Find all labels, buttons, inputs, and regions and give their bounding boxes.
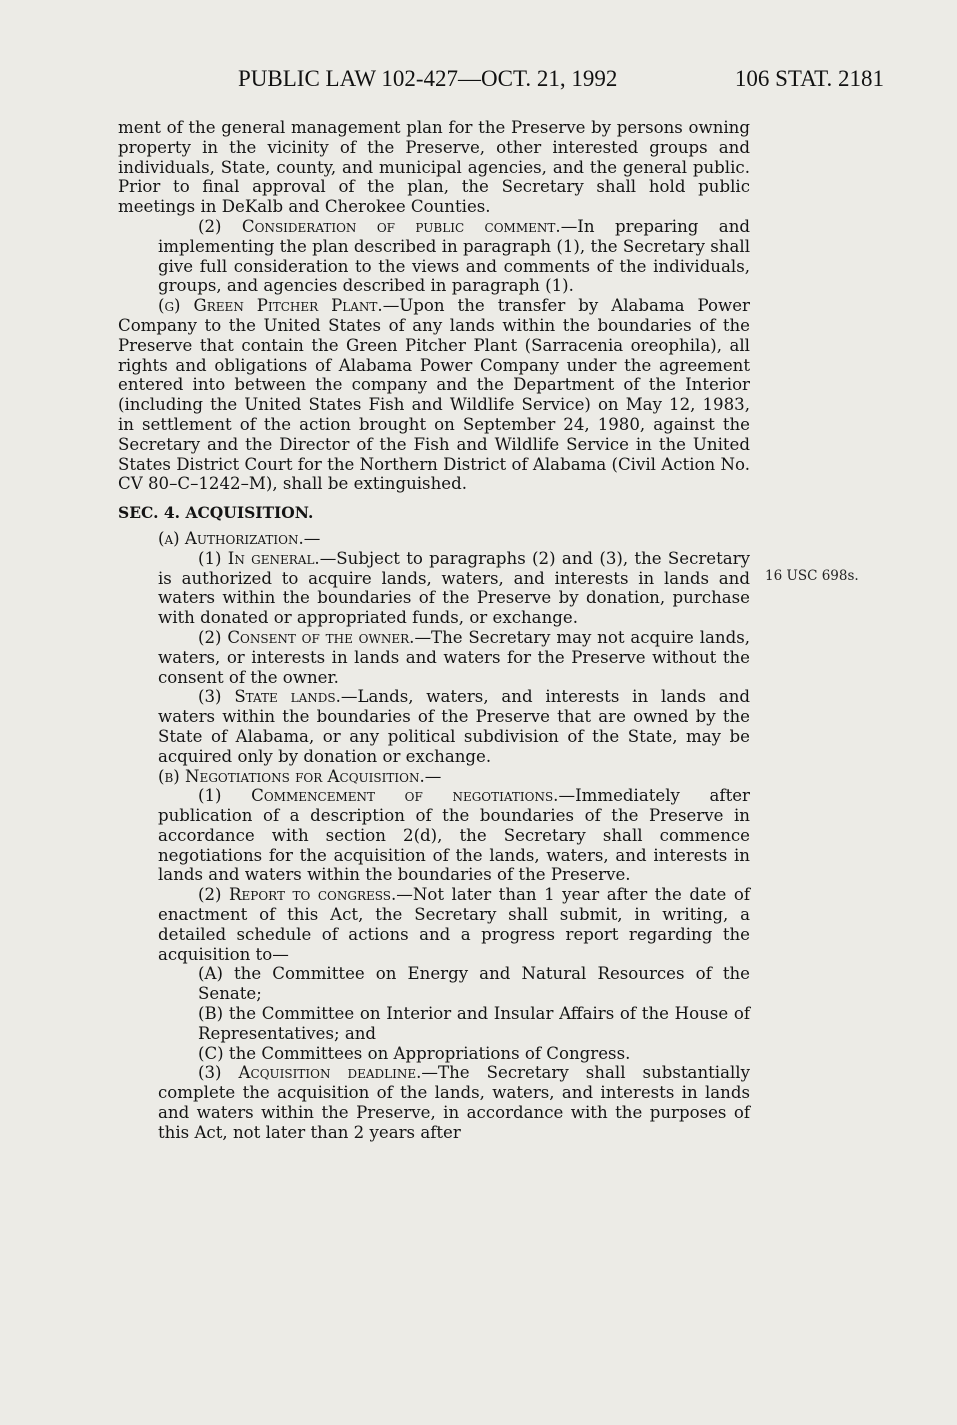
paragraph-consideration-public-comment: [118, 217, 750, 296]
paragraph-continuation: ment of the general management plan for the Preserve by persons owning property in the vicinity of the Preserve, other interested groups and individuals, State, county, and municipal agencies, and the general public. Prior to final approval of the plan, the Secretary shall hold public meetings in DeKalb and Cherokee Counties.: [118, 118, 750, 217]
header-stat-page: 106 STAT. 2181: [734, 66, 884, 91]
paragraph-authorization: [118, 529, 750, 549]
paragraph-label: (3) Acquisition deadline.: [198, 1063, 422, 1083]
paragraph-text: —: [424, 766, 442, 786]
paragraph-text: —Immediately after publication of a description of the boundaries of the Preserve in accordance with section 2(d), the Secretary shall commence negotiations for the acquisition of the lands, waters, and interests in lands and waters within the boundaries of the Preserve.: [158, 786, 750, 885]
paragraph-negotiations: [118, 767, 750, 787]
paragraph-text: —The Secretary shall substantially complete the acquisition of the lands, waters, and interests in lands and waters within the Preserve, in accordance with the purposes of this Act, not later than 2 years after: [158, 1063, 750, 1142]
paragraph-label: (2) Report to congress.: [198, 885, 397, 905]
paragraph-green-pitcher-plant: [118, 296, 750, 494]
paragraph-acquisition-deadline: [118, 1063, 750, 1142]
paragraph-consent-of-owner: [118, 628, 750, 687]
subparagraph-house-committee: (B) the Committee on Interior and Insular Affairs of the House of Representatives; and: [198, 1004, 750, 1043]
paragraph-label: (2) Consent of the owner.: [198, 627, 415, 647]
paragraph-label: (3) State lands.: [198, 687, 341, 707]
section-heading-acquisition: SEC. 4. ACQUISITION.: [118, 503, 314, 523]
document-body: [118, 118, 750, 1143]
paragraph-text: —: [303, 528, 321, 548]
margin-note-usc-citation: 16 USC 698s.: [765, 568, 859, 584]
paragraph-text: —Upon the transfer by Alabama Power Company to the United States of any lands within the boundaries of the Preserve that contain the Green Pitcher Plant (Sarracenia oreophila), all rights and obligations of Alabama Power Company under the agreement entered into between the company and the Department of the Interior (including the United States Fish and Wildlife Service) on May 12, 1983, in settlement of the action brought on September 24, 1980, against the Secretary and the Director of the Fish and Wildlife Service in the United States District Court for the Northern District of Alabama (Civil Action No. CV 80–C–1242–M), shall be extinguished.: [118, 296, 750, 494]
paragraph-report-to-congress: [118, 885, 750, 964]
paragraph-label: (a) Authorization.: [158, 528, 304, 548]
paragraph-text: —Not later than 1 year after the date of enactment of this Act, the Secretary shall submit, in writing, a detailed schedule of actions and a progress report regarding the acquisition to—: [158, 885, 750, 964]
paragraph-label: (g) Green Pitcher Plant.: [158, 296, 383, 316]
paragraph-text: —Lands, waters, and interests in lands and waters within the boundaries of the Preserve that are owned by the State of Alabama, or any political subdivision of the State, may be acquired only by donation or exchange.: [158, 687, 751, 766]
paragraph-label: (1) Commencement of negotiations.: [198, 786, 559, 806]
paragraph-label: (b) Negotiations for Acquisition.: [158, 766, 425, 786]
paragraph-state-lands: [118, 687, 750, 766]
subparagraph-appropriations: (C) the Committees on Appropriations of Congress.: [198, 1043, 631, 1063]
paragraph-text: —Subject to paragraphs (2) and (3), the Secretary is authorized to acquire lands, waters, and interests in lands and waters within the boundaries of the Preserve by donation, purchase with donated or appropriated funds, or exchange.: [158, 548, 750, 628]
paragraph-text: —The Secretary may not acquire lands, waters, or interests in lands and waters for the Preserve without the consent of the owner.: [158, 627, 750, 687]
paragraph-label: (1) In general.: [198, 548, 320, 568]
running-header: [238, 66, 884, 96]
paragraph-commencement: [118, 786, 750, 885]
paragraph-label: (2) Consideration of public comment.: [198, 216, 561, 236]
paragraph-in-general: [118, 549, 750, 628]
subparagraph-senate-committee: (A) the Committee on Energy and Natural Resources of the Senate;: [198, 964, 750, 1004]
header-law-citation: PUBLIC LAW 102-427—OCT. 21, 1992: [238, 66, 618, 91]
paragraph-text: —In preparing and implementing the plan described in paragraph (1), the Secretary shall give full consideration to the views and comments of the individuals, groups, and agencies described in paragraph (1).: [158, 216, 751, 296]
